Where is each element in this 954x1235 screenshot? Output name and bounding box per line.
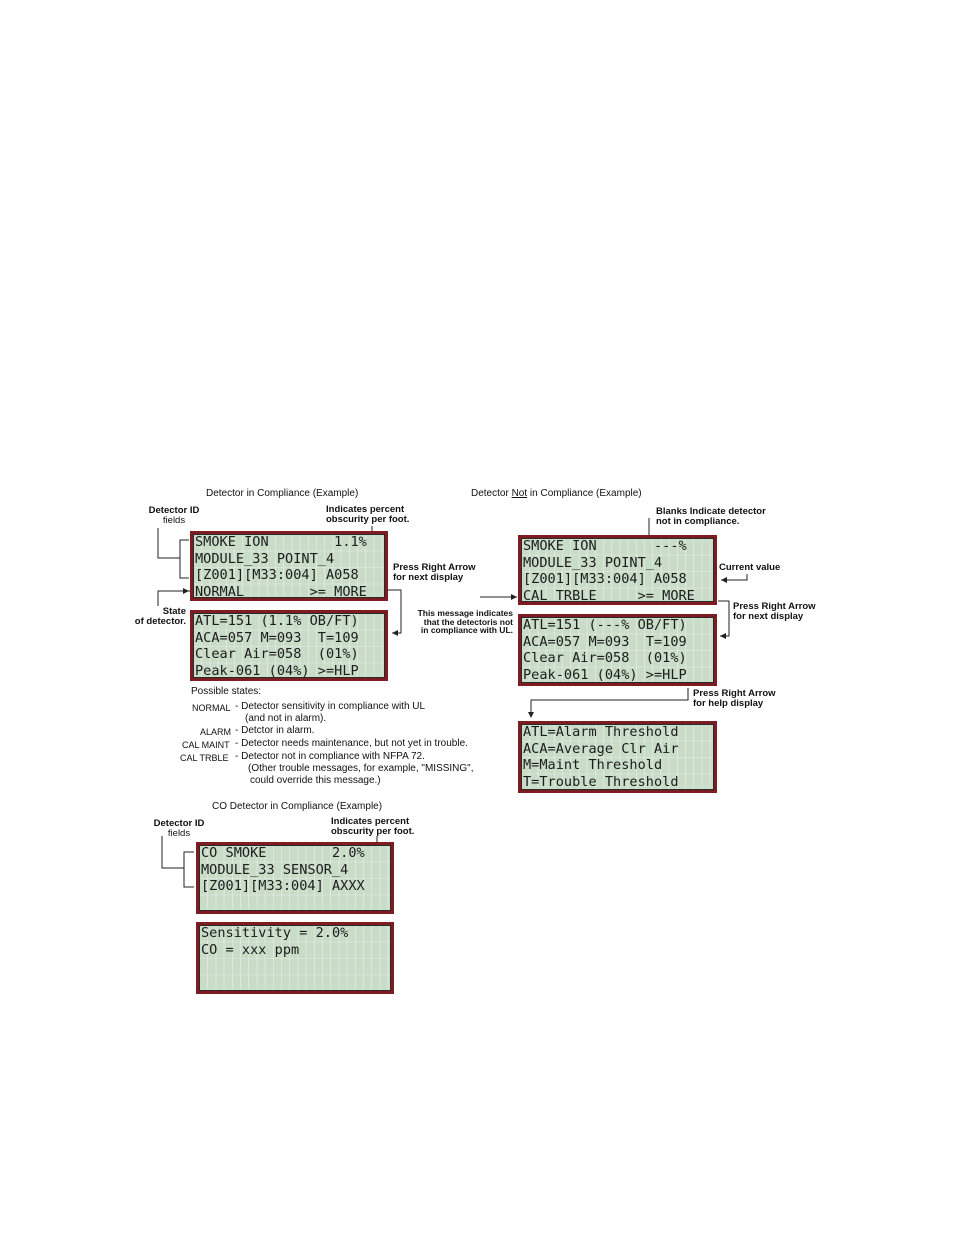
noncompliance-title-post: in Compliance (Example) xyxy=(527,488,642,499)
lcd-row: Peak-061 (04%) >=HLP xyxy=(195,662,359,679)
lcd-help xyxy=(518,721,717,793)
lcd-row: MODULE_33 POINT_4 xyxy=(195,550,335,567)
lcd-row: ACA=057 M=093 T=109 xyxy=(195,629,359,646)
co-percent-obscurity-line1: Indicates percent xyxy=(331,816,410,827)
lcd-row: CO SMOKE 2.0% xyxy=(201,845,365,861)
state-caltrble-key: CAL TRBLE xyxy=(180,753,229,763)
lcd-row: [Z001][M33:004] A058 xyxy=(195,567,359,583)
noncompliance-title-not: Not xyxy=(511,488,528,499)
state-normal-desc2: (and not in alarm). xyxy=(245,713,327,724)
blanks-label xyxy=(656,507,766,527)
co-detector-id-line2: fields xyxy=(167,828,191,839)
lcd-co-detail xyxy=(196,922,394,994)
lcd-row: T=Trouble Threshold xyxy=(523,773,679,790)
lcd-row: Clear Air=058 (01%) xyxy=(195,646,359,662)
lcd-row: [Z001][M33:004] A058 xyxy=(523,571,687,587)
press-right-arrow-label xyxy=(393,563,476,583)
press-right-arrow-b-line1: Press Right Arrow xyxy=(733,601,816,612)
state-alarm-desc: - Detctor in alarm. xyxy=(235,725,315,736)
co-detector-id-label xyxy=(150,819,208,839)
lcd-compliance-main xyxy=(190,531,388,601)
lcd-row: ATL=Alarm Threshold xyxy=(523,724,679,740)
lcd-row: MODULE_33 SENSOR_4 xyxy=(201,861,349,878)
percent-obscurity-label xyxy=(326,505,409,525)
press-help-label xyxy=(693,689,776,709)
noncompliance-title xyxy=(471,488,642,499)
state-calmaint-desc: - Detector needs maintenance, but not yet in trouble. xyxy=(235,738,468,749)
lcd-noncompliance-main xyxy=(518,535,717,605)
press-right-arrow-line1: Press Right Arrow xyxy=(393,562,476,573)
lcd-row: ACA=Average Clr Air xyxy=(523,740,679,757)
detector-id-label-line1: Detector ID xyxy=(148,505,200,516)
compliance-title: Detector in Compliance (Example) xyxy=(206,488,359,499)
co-percent-obscurity-line2: obscurity per foot. xyxy=(331,826,415,837)
lcd-row: SMOKE ION ---% xyxy=(523,538,687,554)
noncompliance-message-label xyxy=(405,609,513,635)
lcd-row: MODULE_33 POINT_4 xyxy=(523,554,663,571)
state-caltrble-desc: - Detector not in compliance with NFPA 72. xyxy=(235,751,425,762)
press-right-arrow-b-line2: for next display xyxy=(733,611,804,622)
lcd-compliance-detail xyxy=(190,610,388,681)
press-right-arrow-b-label xyxy=(733,602,816,622)
lcd-row: Clear Air=058 (01%) xyxy=(523,650,687,666)
detector-id-label-line2: fields xyxy=(162,515,186,526)
lcd-row: ATL=151 (1.1% OB/FT) xyxy=(195,613,359,629)
current-value-label: Current value xyxy=(719,562,781,573)
noncompliance-title-pre: Detector xyxy=(471,488,512,499)
state-caltrble-desc2: (Other trouble messages, for example, "MISSING", xyxy=(248,763,474,774)
noncompliance-message-line1: This message indicates xyxy=(417,608,513,618)
state-calmaint-key: CAL MAINT xyxy=(182,740,230,750)
press-help-line2: for help display xyxy=(693,698,764,709)
lcd-noncompliance-detail xyxy=(518,614,717,686)
co-title: CO Detector in Compliance (Example) xyxy=(212,801,383,812)
lcd-row: NORMAL >= MORE xyxy=(195,583,367,600)
lcd-row: [Z001][M33:004] AXXX xyxy=(201,878,365,894)
lcd-row: ATL=151 (---% OB/FT) xyxy=(523,617,687,633)
state-alarm-key: ALARM xyxy=(200,727,232,737)
press-help-line1: Press Right Arrow xyxy=(693,688,776,699)
blanks-label-line2: not in compliance. xyxy=(656,516,740,527)
lcd-row: ACA=057 M=093 T=109 xyxy=(523,633,687,650)
percent-obscurity-line2: obscurity per foot. xyxy=(326,514,410,525)
co-percent-obscurity-label xyxy=(331,817,414,837)
state-label-line1: State xyxy=(162,606,186,617)
states-heading: Possible states: xyxy=(191,686,262,697)
state-caltrble-desc3: could override this message.) xyxy=(250,775,381,786)
noncompliance-message-line2: that the detectoris not xyxy=(423,616,513,627)
lcd-row: CO = xxx ppm xyxy=(201,941,300,958)
state-normal-key: NORMAL xyxy=(192,703,231,713)
lcd-co-main xyxy=(196,842,394,914)
state-label-line2: of detector. xyxy=(134,616,186,627)
co-detector-id-line1: Detector ID xyxy=(153,818,205,829)
noncompliance-message-line3: in compliance with UL. xyxy=(420,625,513,635)
lcd-row: M=Maint Threshold xyxy=(523,757,663,773)
lcd-row: Peak-061 (04%) >=HLP xyxy=(523,666,687,683)
lcd-row: SMOKE ION 1.1% xyxy=(195,534,367,550)
press-right-arrow-line2: for next display xyxy=(393,572,464,583)
state-label xyxy=(132,607,186,627)
detector-id-label xyxy=(146,506,202,526)
percent-obscurity-line1: Indicates percent xyxy=(326,504,405,515)
lcd-row: Sensitivity = 2.0% xyxy=(201,925,349,941)
state-normal-desc: - Detector sensitivity in compliance with UL xyxy=(235,701,426,712)
lcd-row: CAL TRBLE >= MORE xyxy=(523,587,695,604)
blanks-label-line1: Blanks Indicate detector xyxy=(656,506,766,517)
